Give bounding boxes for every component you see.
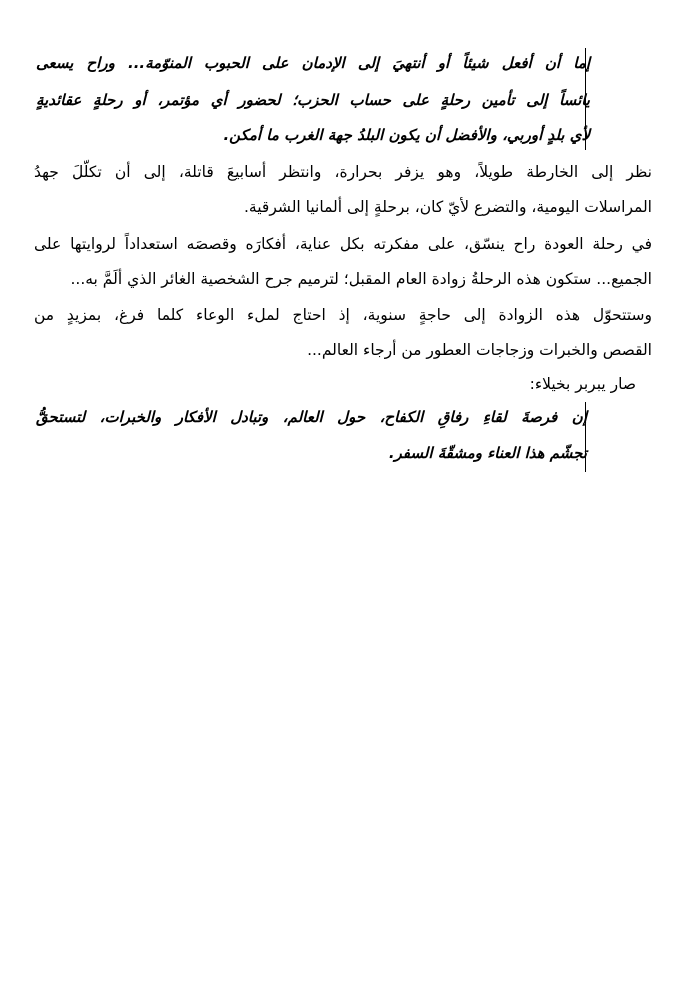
paragraph-line: المراسلات اليومية، والتضرع لأيّ كان، برحلةٍ إلى ألمانيا الشرقية. bbox=[244, 198, 652, 216]
paragraph-line: القصص والخبرات وزجاجات العطور من أرجاء العالم... bbox=[307, 341, 652, 359]
quote-line: تجشّم هذا العناء ومشقّةَ السفر. bbox=[388, 444, 587, 462]
quote-line: إن فرصةَ لقاءِ رفاقِ الكفاح، حول العالم، وتبادل الأفكار والخبرات، لتستحقُّ bbox=[36, 408, 587, 426]
quote-line: يائساً إلى تأمين رحلةٍ على حساب الحزب؛ لحضور أي مؤتمر، أو رحلةٍ عقائديةٍ bbox=[36, 91, 590, 109]
paragraph-line: نظر إلى الخارطة طويلاً، وهو يزفر بحرارة، وانتظر أسابيعَ قاتلة، إلى أن تكلّلَ جهدُ bbox=[34, 163, 652, 181]
quote-line: لأي بلدٍ أوربي، والأفضل أن يكون البلدُ جهة الغرب ما أمكن. bbox=[223, 126, 590, 144]
paragraph-line: وستتحوّل هذه الزوادة إلى حاجةٍ سنوية، إذ احتاج لملء الوعاء كلما فرغ، بمزيدٍ من bbox=[34, 306, 652, 324]
paragraph-line: في رحلة العودة راح ينسّق، على مفكرته بكل عناية، أفكارَه وقصصَه استعداداً لروايتها على bbox=[34, 235, 652, 253]
paragraph-line: الجميع... ستكون هذه الرحلةُ زوادة العام المقبل؛ لترميم جرح الشخصية الغائر الذي ألَمَّ به... bbox=[70, 270, 652, 288]
paragraph-line: صار يبربر بخيلاء: bbox=[529, 375, 636, 393]
quote-line: إما أن أفعل شيئاً أو أنتهيَ إلى الإدمان على الحبوب المنوّمة... وراح يسعى bbox=[36, 54, 590, 72]
